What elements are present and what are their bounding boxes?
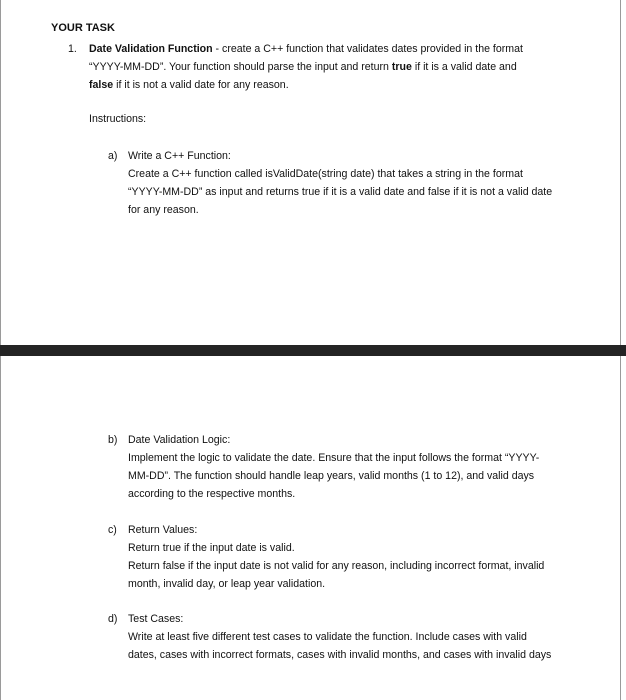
section-c-text-1: Return true if the input date is valid. [128,542,295,554]
section-b-text: Implement the logic to validate the date. Ensure that the input follows the format “YYYY-MM-DD”. The function should handle leap years, valid months (1 to 12), and valid days according to the respective months. [128,452,540,500]
section-c-letter: c) [108,524,117,536]
section-d-text: Write at least five different test cases to validate the function. Include cases with valid dates, cases with incorrect formats, cases with invalid months, and cases with invalid days [128,631,552,661]
task-desc-part-2: if it is a valid date and [411,61,517,73]
section-c [108,521,558,593]
true-keyword: true [391,61,412,73]
task-desc-part-1: - create a C++ function that validates dates provided in the format “YYYY-MM-DD”. Your function should parse the input and return [89,43,523,73]
section-a-text: Create a C++ function called isValidDate(string date) that takes a string in the format “YYYY-MM-DD” as input and returns true if it is a valid date and false if it is not a valid date for any reason. [128,168,553,216]
false-keyword: false [89,79,114,91]
page-separator [0,345,626,356]
task-title: Date Validation Function [89,43,213,55]
section-b [108,431,558,503]
section-c-text-2: Return false if the input date is not valid for any reason, including incorrect format, invalid month, invalid day, or leap year validation. [128,560,545,590]
task-description [89,40,538,94]
section-b-title: Date Validation Logic: [128,434,231,446]
section-b-letter: b) [108,434,118,446]
section-a-letter: a) [108,150,118,162]
section-d-title: Test Cases: [128,613,184,625]
task-item [68,40,538,94]
section-d [108,610,558,664]
task-desc-part-3: if it is not a valid date for any reason. [113,79,289,91]
section-a-title: Write a C++ Function: [128,150,231,162]
section-d-letter: d) [108,613,118,625]
section-c-title: Return Values: [128,524,198,536]
task-heading: YOUR TASK [51,22,115,34]
instructions-label: Instructions: [89,113,147,125]
section-a [108,147,558,219]
task-number: 1. [68,43,77,55]
